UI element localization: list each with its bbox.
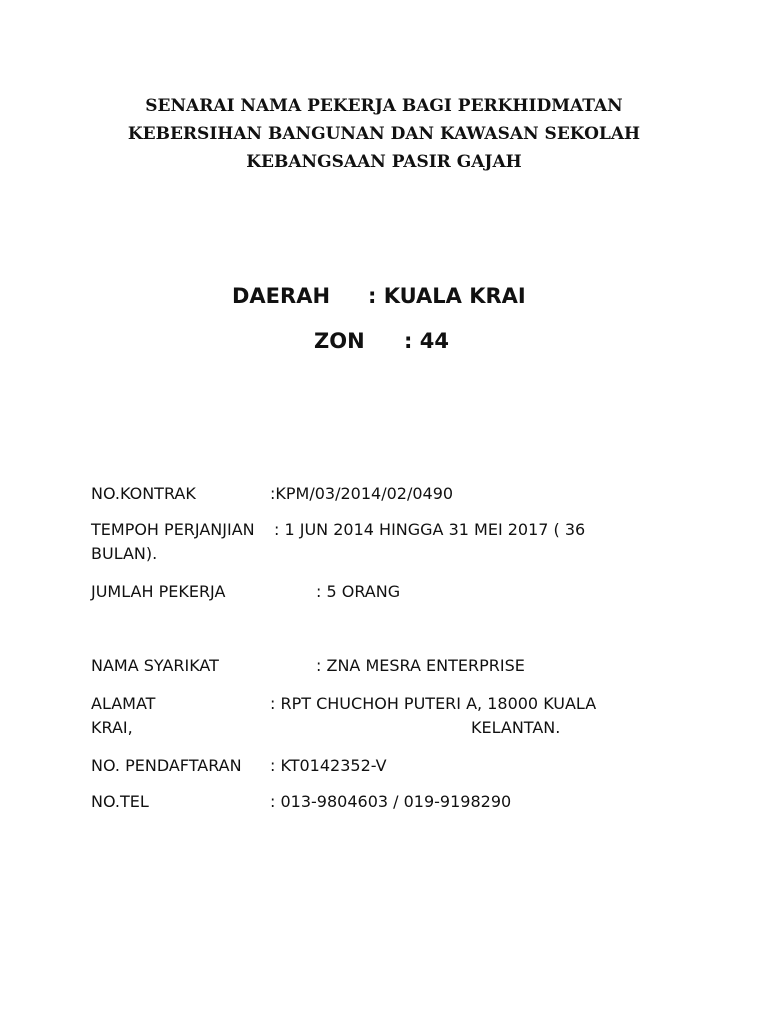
zon-label: ZON [314, 329, 365, 353]
daerah-label: DAERAH [232, 284, 331, 308]
alamat-row [0, 692, 768, 740]
title-line-3: KEBANGSAAN PASIR GAJAH [246, 152, 522, 172]
alamat-cont-1: KRAI, [91, 718, 133, 737]
tel-row [0, 790, 768, 814]
kontrak-label: NO.KONTRAK [91, 484, 196, 503]
document-title [0, 92, 768, 176]
pendaftaran-row [0, 754, 768, 778]
alamat-label: ALAMAT [91, 694, 156, 713]
syarikat-value: : ZNA MESRA ENTERPRISE [316, 656, 525, 675]
zon-value: : 44 [404, 329, 449, 353]
jumlah-value: : 5 ORANG [316, 582, 401, 601]
syarikat-row [0, 654, 768, 678]
tempoh-row [0, 518, 768, 566]
syarikat-label: NAMA SYARIKAT [91, 656, 219, 675]
kontrak-row [0, 482, 768, 506]
tempoh-value: : 1 JUN 2014 HINGGA 31 MEI 2017 ( 36 [274, 520, 586, 539]
tempoh-label: TEMPOH PERJANJIAN [91, 520, 255, 539]
tempoh-value-cont: BULAN). [91, 544, 158, 563]
alamat-value: : RPT CHUCHOH PUTERI A, 18000 KUALA [270, 694, 597, 713]
pendaftaran-value: : KT0142352-V [270, 756, 387, 775]
daerah-value: : KUALA KRAI [368, 284, 526, 308]
title-line-2: KEBERSIHAN BANGUNAN DAN KAWASAN SEKOLAH [127, 124, 641, 144]
tel-value: : 013-9804603 / 019-9198290 [270, 792, 512, 811]
title-line-1: SENARAI NAMA PEKERJA BAGI PERKHIDMATAN [145, 96, 623, 116]
jumlah-row [0, 580, 768, 604]
zon-heading [0, 329, 768, 359]
jumlah-label: JUMLAH PEKERJA [91, 582, 226, 601]
tel-label: NO.TEL [91, 792, 149, 811]
alamat-cont-2: KELANTAN. [471, 718, 561, 737]
daerah-heading [0, 284, 768, 314]
pendaftaran-label: NO. PENDAFTARAN [91, 756, 242, 775]
kontrak-value: :KPM/03/2014/02/0490 [270, 484, 454, 503]
